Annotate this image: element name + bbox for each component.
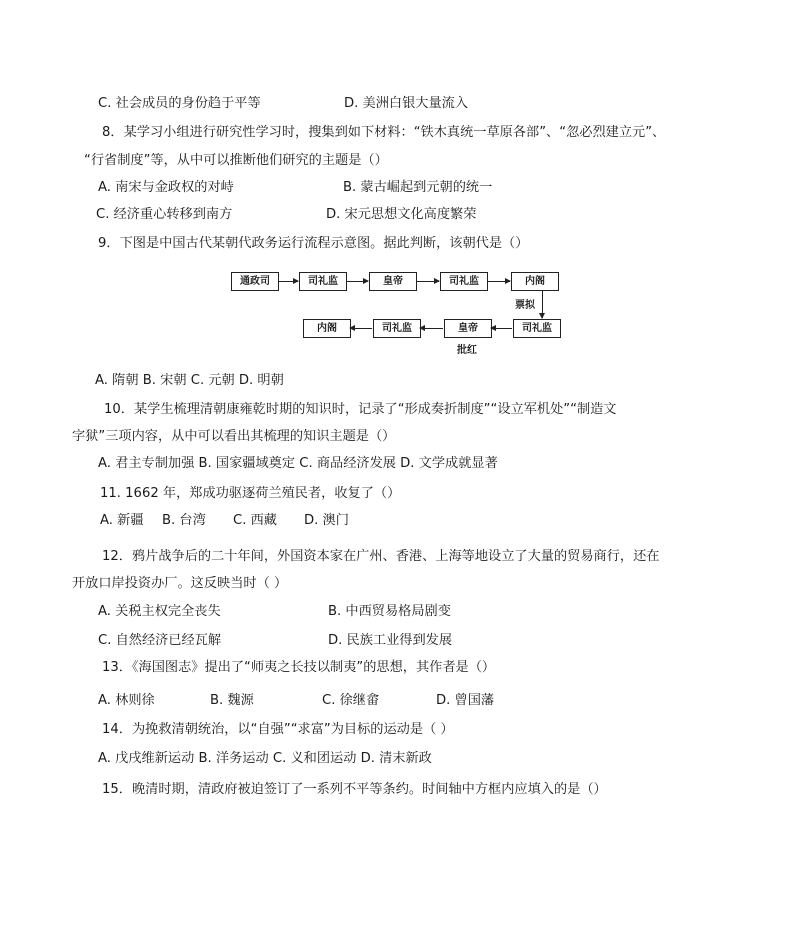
q12-option-d: D. 民族工业得到发展 <box>328 633 453 648</box>
flow-arrow-right-icon <box>416 281 439 282</box>
flow-note-pihong: 批红 <box>457 345 477 356</box>
q11-option-a: A. 新疆 <box>100 513 144 528</box>
q12-option-a: A. 关税主权完全丧失 <box>98 604 221 619</box>
flow-arrow-right-icon <box>346 281 368 282</box>
flow-arrow-left-icon <box>491 328 512 329</box>
q13-option-c: C. 徐继畲 <box>322 693 380 708</box>
flow-box-neige-2: 内阁 <box>303 319 351 338</box>
flow-note-piaoni: 票拟 <box>515 300 535 311</box>
flow-box-silijian-3: 司礼监 <box>373 319 421 338</box>
flow-arrow-down-icon <box>542 291 543 318</box>
q8-stem-line1: 8．某学习小组进行研究性学习时，搜集到如下材料：“铁木真统一草原各部”、“忽必烈建立元”、 <box>102 125 666 140</box>
q7-option-d: D. 美洲白银大量流入 <box>344 96 469 111</box>
q12-stem-line1: 12．鸦片战争后的二十年间，外国资本家在广州、香港、上海等地设立了大量的贸易商行，还在 <box>102 549 660 564</box>
q12-option-c: C. 自然经济已经瓦解 <box>98 633 222 648</box>
q9-flow-diagram <box>228 265 568 360</box>
q8-option-c: C. 经济重心转移到南方 <box>96 207 233 222</box>
q13-stem: 13．《海国图志》提出了“师夷之长技以制夷”的思想，其作者是（） <box>102 660 496 675</box>
q9-stem: 9．下图是中国古代某朝代政务运行流程示意图。据此判断，该朝代是（） <box>98 236 529 251</box>
q14-options: A. 戊戌维新运动 B. 洋务运动 C. 义和团运动 D. 清末新政 <box>98 751 432 766</box>
q10-stem-line1: 10．某学生梳理清朝康雍乾时期的知识时，记录了“形成奏折制度”“设立军机处”“制造文 <box>104 402 617 417</box>
q13-option-d: D. 曾国藩 <box>436 693 495 708</box>
q13-option-b: B. 魏源 <box>210 693 254 708</box>
flow-arrow-right-icon <box>487 281 510 282</box>
q12-stem-line2: 开放口岸投资办厂。这反映当时（ ） <box>72 576 288 591</box>
q8-option-d: D. 宋元思想文化高度繁荣 <box>326 207 477 222</box>
q7-option-c: C. 社会成员的身份趋于平等 <box>98 96 261 111</box>
q15-stem: 15．晚清时期，清政府被迫签订了一系列不平等条约。时间轴中方框内应填入的是（） <box>102 782 607 797</box>
q11-option-c: C. 西藏 <box>233 513 277 528</box>
flow-box-silijian-4: 司礼监 <box>513 319 561 338</box>
q10-stem-line2: 字狱”三项内容，从中可以看出其梳理的知识主题是（） <box>72 429 396 444</box>
q11-option-d: D. 澳门 <box>304 513 349 528</box>
q13-option-a: A. 林则徐 <box>98 693 155 708</box>
q12-option-b: B. 中西贸易格局剧变 <box>328 604 451 619</box>
flow-arrow-left-icon <box>350 328 372 329</box>
q11-stem: 11. 1662 年，郑成功驱逐荷兰殖民者，收复了（） <box>100 486 401 501</box>
q11-option-b: B. 台湾 <box>162 513 206 528</box>
q9-options: A. 隋朝 B. 宋朝 C. 元朝 D. 明朝 <box>95 373 284 388</box>
flow-box-emperor-1: 皇帝 <box>369 272 417 291</box>
q8-option-b: B. 蒙古崛起到元朝的统一 <box>343 180 493 195</box>
flow-box-tongzhengsi: 通政司 <box>231 272 279 291</box>
flow-box-silijian-2: 司礼监 <box>440 272 488 291</box>
flow-arrow-right-icon <box>278 281 298 282</box>
q14-stem: 14．为挽救清朝统治，以“自强”“求富”为目标的运动是（ ） <box>102 722 454 737</box>
q8-option-a: A. 南宋与金政权的对峙 <box>98 180 234 195</box>
flow-box-silijian-1: 司礼监 <box>299 272 347 291</box>
flow-box-neige-1: 内阁 <box>511 272 559 291</box>
flow-box-emperor-2: 皇帝 <box>444 319 492 338</box>
q10-options: A. 君主专制加强 B. 国家疆域奠定 C. 商品经济发展 D. 文学成就显著 <box>98 456 498 471</box>
q8-stem-line2: “行省制度”等，从中可以推断他们研究的主题是（） <box>84 153 388 168</box>
flow-arrow-left-icon <box>420 328 443 329</box>
